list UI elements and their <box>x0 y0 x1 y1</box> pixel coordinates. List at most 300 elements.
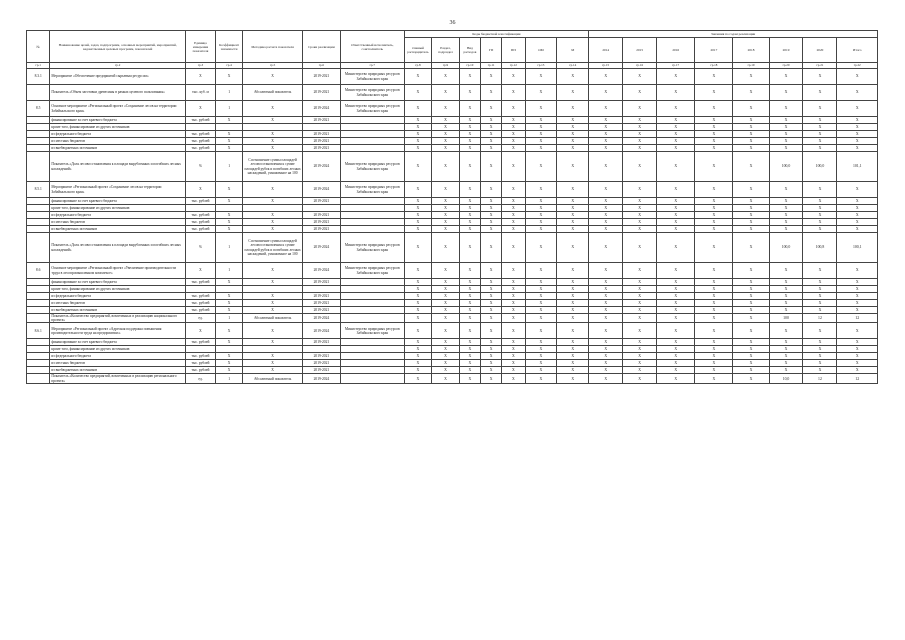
row-value: Х <box>480 307 501 314</box>
row-value: Х <box>432 198 460 205</box>
row-value: Х <box>404 367 432 374</box>
table-row <box>27 85 878 101</box>
row-period: 2019-2021 <box>302 138 340 145</box>
row-value: Х <box>733 152 769 182</box>
row-name: Показатель «Доля лесовосстановления к площади вырубленных и погибших лесных насаждений» <box>50 233 186 263</box>
table-row <box>27 131 878 138</box>
row-value: Х <box>525 212 557 219</box>
row-period <box>302 205 340 212</box>
row-value: Х <box>623 346 657 353</box>
row-name: кроме того, финансирование из других источников: <box>50 286 186 293</box>
row-unit: тыс. рублей <box>186 367 216 374</box>
table-row <box>27 182 878 198</box>
row-value: Х <box>837 263 878 279</box>
row-value: Х <box>837 182 878 198</box>
row-value: Х <box>432 286 460 293</box>
row-value: Х <box>557 69 589 85</box>
row-method: Х <box>243 293 302 300</box>
row-unit: тыс. рублей <box>186 117 216 124</box>
row-value: Х <box>432 323 460 339</box>
row-value: Х <box>502 145 525 152</box>
row-value: Х <box>525 360 557 367</box>
row-number <box>27 233 50 263</box>
row-value: Х <box>589 286 623 293</box>
row-method: Х <box>243 307 302 314</box>
row-coef <box>215 124 243 131</box>
row-method: Х <box>243 360 302 367</box>
column-number: гр.3 <box>186 63 216 69</box>
row-value: Х <box>589 367 623 374</box>
row-period: 2019-2021 <box>302 85 340 101</box>
row-value: Х <box>623 300 657 307</box>
row-value: Х <box>459 69 480 85</box>
table-row <box>27 339 878 346</box>
table-row <box>27 307 878 314</box>
row-value: Х <box>837 307 878 314</box>
row-value: Х <box>589 226 623 233</box>
row-value: 100,1 <box>837 233 878 263</box>
row-value: Х <box>502 293 525 300</box>
row-value: Х <box>525 286 557 293</box>
row-value: Х <box>459 124 480 131</box>
row-value: Х <box>657 263 695 279</box>
row-value: Х <box>502 205 525 212</box>
row-value: Х <box>404 323 432 339</box>
row-value: Х <box>657 346 695 353</box>
row-value: Х <box>803 101 837 117</box>
row-responsible: Министерство природных ресурсов Забайкальского края <box>340 85 404 101</box>
row-coef: Х <box>215 138 243 145</box>
row-value: Х <box>525 346 557 353</box>
row-value: Х <box>657 85 695 101</box>
column-number: гр.9 <box>432 63 460 69</box>
row-value: Х <box>589 85 623 101</box>
row-responsible <box>340 124 404 131</box>
row-value: Х <box>695 307 733 314</box>
row-coef <box>215 346 243 353</box>
row-value: Х <box>502 314 525 323</box>
row-value: Х <box>733 374 769 383</box>
column-number: гр.10 <box>459 63 480 69</box>
table-row <box>27 212 878 219</box>
row-value: Х <box>589 101 623 117</box>
row-value: Х <box>657 233 695 263</box>
row-value: Х <box>695 85 733 101</box>
row-value: Х <box>480 138 501 145</box>
row-responsible <box>340 374 404 383</box>
row-value: Х <box>657 131 695 138</box>
row-value: Х <box>459 101 480 117</box>
row-responsible <box>340 212 404 219</box>
row-value: Х <box>502 233 525 263</box>
row-value: Х <box>695 300 733 307</box>
row-coef: 1 <box>215 263 243 279</box>
row-value: Х <box>459 117 480 124</box>
row-value: Х <box>803 85 837 101</box>
row-value: Х <box>480 360 501 367</box>
row-unit: % <box>186 152 216 182</box>
row-method: Х <box>243 300 302 307</box>
row-value: Х <box>733 307 769 314</box>
row-value: Х <box>803 219 837 226</box>
row-value: Х <box>404 69 432 85</box>
row-value: Х <box>557 219 589 226</box>
table-row <box>27 226 878 233</box>
row-value: Х <box>623 226 657 233</box>
row-name: из федерального бюджета <box>50 293 186 300</box>
table-row <box>27 152 878 182</box>
row-period: 2019-2024 <box>302 152 340 182</box>
row-value: Х <box>459 360 480 367</box>
row-value: Х <box>837 85 878 101</box>
row-number <box>27 226 50 233</box>
row-value: Х <box>432 101 460 117</box>
row-value: Х <box>803 212 837 219</box>
row-value: 10,0 <box>769 374 803 383</box>
row-value: Х <box>557 374 589 383</box>
row-value: Х <box>623 307 657 314</box>
row-value: Х <box>432 85 460 101</box>
row-number <box>27 314 50 323</box>
row-value: Х <box>803 69 837 85</box>
column-number: гр.6 <box>302 63 340 69</box>
row-value: Х <box>769 117 803 124</box>
row-value: Х <box>733 263 769 279</box>
row-value: Х <box>589 219 623 226</box>
row-value: Х <box>502 117 525 124</box>
row-value: Х <box>589 205 623 212</box>
row-method: Х <box>243 101 302 117</box>
row-value: Х <box>733 323 769 339</box>
row-value: Х <box>480 152 501 182</box>
row-value: Х <box>769 124 803 131</box>
row-value: Х <box>480 85 501 101</box>
row-number <box>27 346 50 353</box>
row-value: Х <box>404 360 432 367</box>
row-value: Х <box>837 300 878 307</box>
row-name: кроме того, финансирование из других источников: <box>50 205 186 212</box>
row-value: Х <box>837 69 878 85</box>
row-value: Х <box>480 219 501 226</box>
row-value: Х <box>657 219 695 226</box>
row-responsible <box>340 145 404 152</box>
row-value: Х <box>769 323 803 339</box>
column-number: гр.13 <box>525 63 557 69</box>
row-value: Х <box>657 360 695 367</box>
row-value: Х <box>557 353 589 360</box>
row-value: Х <box>837 353 878 360</box>
row-value: Х <box>657 300 695 307</box>
row-value: Х <box>480 353 501 360</box>
row-value: Х <box>589 293 623 300</box>
row-coef: 1 <box>215 152 243 182</box>
row-value: Х <box>480 374 501 383</box>
row-coef: Х <box>215 360 243 367</box>
row-value: Х <box>502 131 525 138</box>
row-value: Х <box>769 131 803 138</box>
row-unit: тыс. рублей <box>186 293 216 300</box>
row-value: Х <box>769 263 803 279</box>
row-value: Х <box>480 323 501 339</box>
row-value: Х <box>525 314 557 323</box>
header-year-col: 2020 <box>803 38 837 63</box>
row-value: Х <box>502 346 525 353</box>
row-value: Х <box>623 198 657 205</box>
row-value: Х <box>837 138 878 145</box>
header-row-1 <box>27 31 878 38</box>
row-value: Х <box>557 346 589 353</box>
row-value: Х <box>525 367 557 374</box>
row-value: Х <box>837 131 878 138</box>
header-funding-col: Вид расходов <box>459 38 480 63</box>
row-value: Х <box>803 279 837 286</box>
row-unit: ед. <box>186 374 216 383</box>
row-value: Х <box>404 374 432 383</box>
row-value: Х <box>480 293 501 300</box>
row-unit: Х <box>186 69 216 85</box>
row-value: Х <box>557 124 589 131</box>
row-value: Х <box>502 101 525 117</box>
table-row <box>27 124 878 131</box>
row-method: Х <box>243 339 302 346</box>
row-method: Абсолютный показатель <box>243 314 302 323</box>
row-value: Х <box>404 182 432 198</box>
row-value: Х <box>557 360 589 367</box>
row-value: Х <box>557 138 589 145</box>
row-value: Х <box>733 124 769 131</box>
row-coef: Х <box>215 182 243 198</box>
header-year-col: 2019 <box>769 38 803 63</box>
row-value: Х <box>432 300 460 307</box>
column-number: гр.4 <box>215 63 243 69</box>
row-value: Х <box>502 69 525 85</box>
row-value: Х <box>459 131 480 138</box>
row-value: Х <box>525 307 557 314</box>
row-number <box>27 293 50 300</box>
row-value: Х <box>695 226 733 233</box>
row-value: Х <box>589 124 623 131</box>
row-value: Х <box>480 101 501 117</box>
row-value: Х <box>695 152 733 182</box>
row-coef: Х <box>215 69 243 85</box>
row-value: Х <box>623 205 657 212</box>
row-value: Х <box>769 182 803 198</box>
row-value: Х <box>695 339 733 346</box>
row-value: Х <box>480 279 501 286</box>
row-value: Х <box>404 85 432 101</box>
row-value: Х <box>589 233 623 263</box>
table-row <box>27 69 878 85</box>
row-period: 2019-2021 <box>302 69 340 85</box>
row-value: Х <box>525 117 557 124</box>
row-value: Х <box>459 138 480 145</box>
row-value: Х <box>837 212 878 219</box>
row-unit: тыс. рублей <box>186 219 216 226</box>
row-value: Х <box>695 117 733 124</box>
row-value: Х <box>404 152 432 182</box>
row-coef: 1 <box>215 374 243 383</box>
row-method: Х <box>243 69 302 85</box>
row-value: Х <box>623 131 657 138</box>
row-value: Х <box>695 233 733 263</box>
row-value: Х <box>657 353 695 360</box>
row-value: Х <box>803 205 837 212</box>
table-row <box>27 117 878 124</box>
row-value: Х <box>432 339 460 346</box>
table-row <box>27 353 878 360</box>
row-value: Х <box>589 145 623 152</box>
row-value: Х <box>733 205 769 212</box>
row-period: 2019-2021 <box>302 339 340 346</box>
header-year-col: Итого <box>837 38 878 63</box>
row-value: Х <box>657 152 695 182</box>
row-value: Х <box>837 279 878 286</box>
row-value: Х <box>404 353 432 360</box>
row-name: Основное мероприятие «Региональный проект «Сохранение лесов на территории Забайкальского края» <box>50 101 186 117</box>
row-value: 12 <box>837 314 878 323</box>
row-value: Х <box>695 131 733 138</box>
row-value: Х <box>502 323 525 339</box>
row-value: Х <box>657 138 695 145</box>
row-value: Х <box>459 152 480 182</box>
row-value: Х <box>404 233 432 263</box>
row-coef: 1 <box>215 85 243 101</box>
row-coef: Х <box>215 145 243 152</box>
row-value: Х <box>623 85 657 101</box>
row-value: Х <box>837 198 878 205</box>
row-value: Х <box>459 182 480 198</box>
row-value: Х <box>432 307 460 314</box>
row-value: Х <box>557 85 589 101</box>
row-coef: Х <box>215 353 243 360</box>
row-coef: Х <box>215 339 243 346</box>
row-value: Х <box>769 145 803 152</box>
row-value: Х <box>657 339 695 346</box>
row-value: Х <box>525 205 557 212</box>
row-period: 2019-2021 <box>302 293 340 300</box>
row-number <box>27 205 50 212</box>
row-responsible <box>340 205 404 212</box>
row-value: Х <box>695 69 733 85</box>
row-period: 2019-2021 <box>302 198 340 205</box>
row-name: кроме того, финансирование из других источников: <box>50 346 186 353</box>
row-value: Х <box>769 300 803 307</box>
row-value: Х <box>837 367 878 374</box>
row-value: Х <box>589 374 623 383</box>
row-unit: тыс. рублей <box>186 360 216 367</box>
column-number: гр.8 <box>404 63 432 69</box>
row-value: Х <box>432 346 460 353</box>
row-value: Х <box>733 101 769 117</box>
row-value: Х <box>803 117 837 124</box>
header-funding-col: ПП <box>502 38 525 63</box>
row-value: Х <box>695 360 733 367</box>
row-value: Х <box>432 374 460 383</box>
row-value: Х <box>803 131 837 138</box>
row-value: Х <box>480 212 501 219</box>
header-funding-col: ОМ <box>525 38 557 63</box>
row-value: Х <box>459 339 480 346</box>
row-period: 2019-2021 <box>302 131 340 138</box>
row-value: Х <box>525 182 557 198</box>
row-value: Х <box>733 314 769 323</box>
row-value: Х <box>837 219 878 226</box>
row-name: финансирование за счет краевого бюджета <box>50 279 186 286</box>
row-coef: Х <box>215 131 243 138</box>
row-period <box>302 286 340 293</box>
row-name: из федерального бюджета <box>50 353 186 360</box>
row-name: из федерального бюджета <box>50 131 186 138</box>
row-method: Соотношение суммы площадей лесовосстановления к сумме площадей рубок и погибших лесных насаждений, умноженное на 100 <box>243 152 302 182</box>
row-value: Х <box>803 367 837 374</box>
row-value: Х <box>837 145 878 152</box>
row-period: 2019-2021 <box>302 300 340 307</box>
header-year-col: 2018 <box>733 38 769 63</box>
row-value: Х <box>695 101 733 117</box>
row-number <box>27 339 50 346</box>
row-value: Х <box>589 152 623 182</box>
row-value: Х <box>557 152 589 182</box>
row-value: Х <box>589 360 623 367</box>
row-period: 2019-2021 <box>302 367 340 374</box>
row-value: Х <box>803 198 837 205</box>
row-value: Х <box>623 145 657 152</box>
row-value: Х <box>695 323 733 339</box>
row-method: Х <box>243 117 302 124</box>
row-name: Основное мероприятие «Региональный проект «Увеличение производительности труда в лесопромышленном комплексе» <box>50 263 186 279</box>
row-value: Х <box>557 198 589 205</box>
row-value: Х <box>623 286 657 293</box>
row-value: Х <box>695 367 733 374</box>
row-value: Х <box>502 219 525 226</box>
row-responsible <box>340 339 404 346</box>
row-period: 2019-2021 <box>302 307 340 314</box>
row-value: Х <box>695 182 733 198</box>
header-responsible: Ответственный исполнитель, соисполнитель <box>340 31 404 63</box>
row-name: из внебюджетных источников <box>50 367 186 374</box>
row-value: Х <box>480 263 501 279</box>
row-name: из местных бюджетов <box>50 219 186 226</box>
table-row <box>27 279 878 286</box>
row-responsible <box>340 293 404 300</box>
row-value: Х <box>404 145 432 152</box>
row-value: Х <box>480 198 501 205</box>
row-value: Х <box>695 205 733 212</box>
program-table <box>26 30 878 384</box>
row-value: Х <box>404 131 432 138</box>
header-year-col: 2016 <box>657 38 695 63</box>
row-responsible: Министерство природных ресурсов Забайкальского края <box>340 69 404 85</box>
row-period: 2019-2021 <box>302 279 340 286</box>
row-value: Х <box>623 117 657 124</box>
row-value: Х <box>623 219 657 226</box>
row-value: Х <box>769 339 803 346</box>
row-value: Х <box>459 367 480 374</box>
row-value: Х <box>803 323 837 339</box>
row-value: Х <box>459 300 480 307</box>
row-coef: Х <box>215 307 243 314</box>
row-value: Х <box>695 293 733 300</box>
row-value: Х <box>459 374 480 383</box>
row-value: Х <box>803 263 837 279</box>
row-value: Х <box>480 286 501 293</box>
row-unit: Х <box>186 323 216 339</box>
row-value: Х <box>733 182 769 198</box>
row-responsible <box>340 286 404 293</box>
header-year-col: 2015 <box>623 38 657 63</box>
row-value: Х <box>769 69 803 85</box>
row-value: Х <box>589 117 623 124</box>
